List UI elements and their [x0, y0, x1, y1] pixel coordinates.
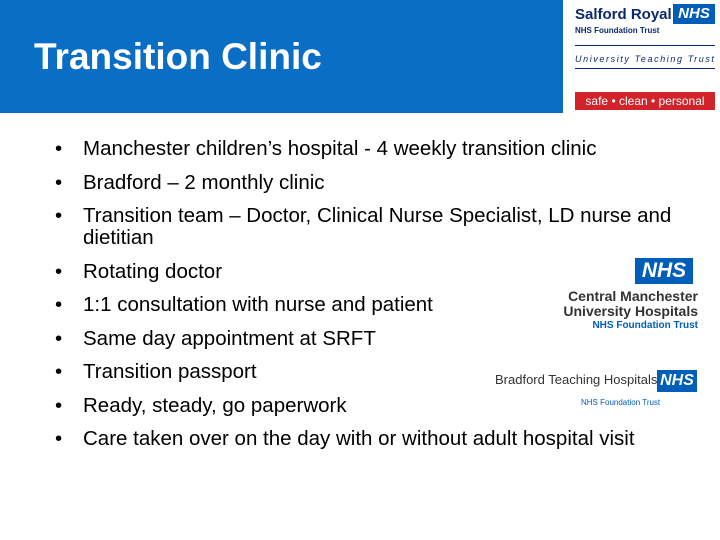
- bullet-text: Rotating doctor: [83, 259, 223, 283]
- salford-foundation-trust: NHS Foundation Trust: [575, 26, 660, 35]
- divider: [575, 45, 715, 46]
- bradford-teaching-logo: [495, 368, 700, 413]
- central-manchester-logo: [535, 258, 700, 338]
- nhs-logo-icon: NHS: [657, 370, 697, 392]
- bullet-text: Same day appointment at SRFT: [83, 326, 376, 350]
- bradford-name: Bradford Teaching Hospitals: [495, 372, 658, 387]
- cm-name-line1: Central Manchester: [568, 288, 698, 304]
- bullet-icon: •: [55, 393, 63, 417]
- title-bar: [0, 0, 563, 113]
- bullet-icon: •: [55, 293, 63, 316]
- slide-title: Transition Clinic: [34, 36, 322, 77]
- bullet-text: Bradford – 2 monthly clinic: [83, 170, 325, 194]
- bullet-text: Manchester children’s hospital - 4 weekly transition clinic: [83, 137, 597, 160]
- bullet-text: Transition passport: [83, 360, 257, 383]
- bullet-text: 1:1 consultation with nurse and patient: [83, 293, 433, 316]
- list-item: [55, 138, 695, 160]
- salford-royal-name: Salford Royal: [575, 6, 672, 23]
- list-item: [55, 428, 695, 450]
- salford-university-trust: University Teaching Trust: [575, 54, 716, 64]
- cm-name-line2: University Hospitals: [563, 303, 698, 319]
- salford-royal-logo: [563, 0, 720, 113]
- list-item: [55, 172, 695, 194]
- bullet-icon: •: [55, 326, 63, 350]
- bullet-icon: •: [55, 204, 63, 227]
- nhs-logo-icon: NHS: [673, 4, 715, 24]
- bullet-icon: •: [55, 170, 63, 194]
- bullet-icon: •: [55, 259, 63, 283]
- bullet-icon: •: [55, 137, 63, 160]
- divider: [575, 68, 715, 69]
- bullet-icon: •: [55, 427, 63, 450]
- nhs-logo-icon: NHS: [635, 258, 693, 284]
- cm-foundation-trust: NHS Foundation Trust: [592, 320, 698, 331]
- bullet-text: Ready, steady, go paperwork: [83, 393, 347, 417]
- salford-strapline: safe • clean • personal: [575, 92, 715, 110]
- bullet-text: Care taken over on the day with or without adult hospital visit: [83, 427, 635, 450]
- list-item: [55, 205, 695, 249]
- bradford-foundation-trust: NHS Foundation Trust: [581, 398, 661, 407]
- bullet-icon: •: [55, 360, 63, 383]
- bullet-text: Transition team – Doctor, Clinical Nurse Specialist, LD nurse and dietitian: [83, 204, 672, 249]
